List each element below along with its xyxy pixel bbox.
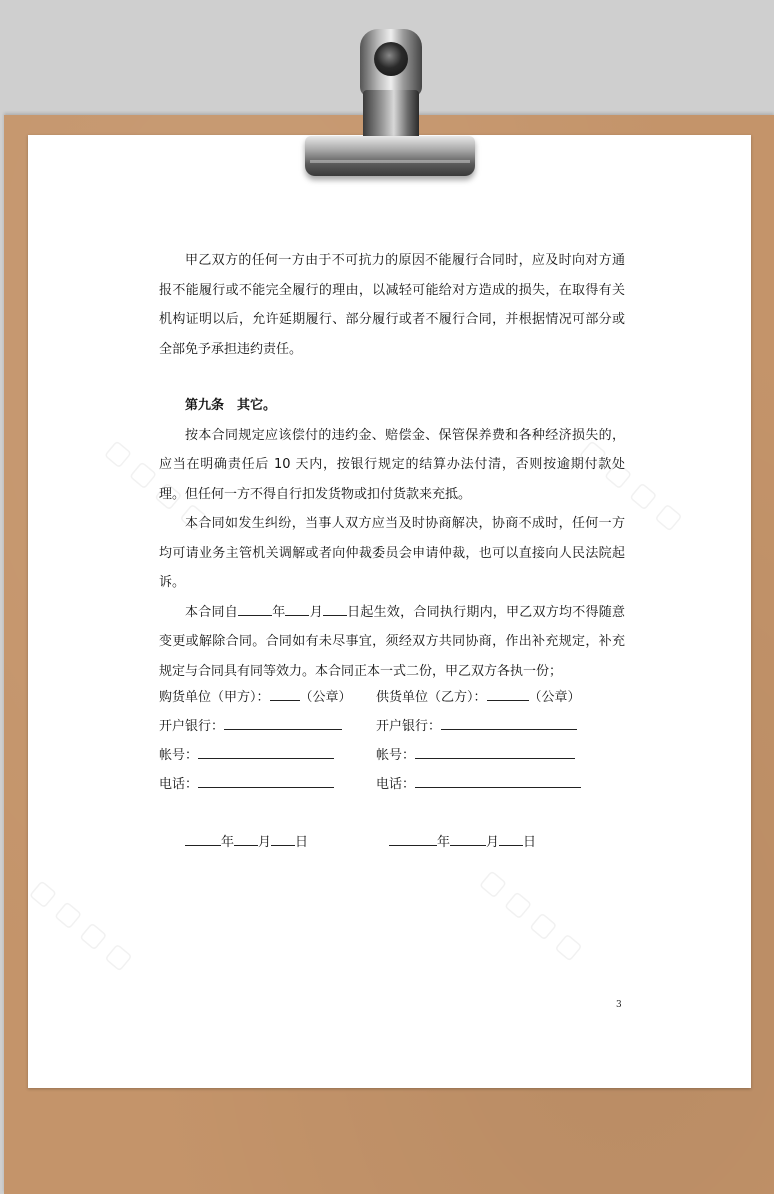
- buyer-unit-blank: [270, 686, 300, 701]
- seller-account-blank: [415, 744, 575, 759]
- seller-date-day-blank: [499, 831, 523, 846]
- buyer-account-row: 帐号：: [159, 744, 334, 763]
- buyer-date-year-blank: [185, 831, 221, 846]
- binder-clip-neck: [363, 90, 419, 140]
- binder-clip-ridge: [310, 160, 470, 163]
- buyer-date-row: 年 月 日: [185, 831, 308, 850]
- buyer-phone-row: 电话：: [159, 773, 334, 792]
- seller-date-year-blank: [389, 831, 437, 846]
- buyer-date-month-blank: [234, 831, 258, 846]
- seller-account-row: 帐号：: [376, 744, 575, 763]
- paragraph-force-majeure: 甲乙双方的任何一方由于不可抗力的原因不能履行合同时，应及时向对方通报不能履行或不能完全履行的理由，以减轻可能给对方造成的损失，在取得有关机构证明以后，允许延期履行、部分履行或者不履行合同，并根据情况可部分或全部免予承担违约责任。: [159, 253, 625, 357]
- seller-phone-row: 电话：: [376, 773, 581, 792]
- blank-day: [323, 601, 347, 616]
- seller-unit-row: 供货单位（乙方）： （公章）: [376, 686, 581, 705]
- seller-phone-blank: [415, 773, 581, 788]
- paragraph-dispute: 本合同如发生纠纷，当事人双方应当及时协商解决，协商不成时，任何一方均可请业务主管机关调解或者向仲裁委员会申请仲裁，也可以直接向人民法院起诉。: [159, 516, 625, 590]
- buyer-bank-blank: [224, 715, 342, 730]
- article-9: [159, 391, 625, 686]
- blank-year: [238, 601, 272, 616]
- seller-date-row: 年 月 日: [389, 831, 536, 850]
- seller-date-month-blank: [450, 831, 486, 846]
- paragraph-payment: 按本合同规定应该偿付的违约金、赔偿金、保管保养费和各种经济损失的，应当在明确责任后 10 天内，按银行规定的结算办法付清，否则按逾期付款处理。但任何一方不得自行扣发货物或扣付货款来充抵。: [159, 427, 625, 502]
- binder-clip-base: [305, 136, 475, 176]
- buyer-account-blank: [198, 744, 334, 759]
- blank-month: [285, 601, 309, 616]
- page-number: 3: [616, 1000, 622, 1010]
- seller-bank-blank: [441, 715, 577, 730]
- buyer-bank-row: 开户银行：: [159, 715, 342, 734]
- force-majeure-clause: [159, 246, 625, 364]
- seller-bank-row: 开户银行：: [376, 715, 577, 734]
- seller-unit-blank: [487, 686, 529, 701]
- buyer-date-day-blank: [271, 831, 295, 846]
- paragraph-effective: 本合同自 年 月 日起生效，合同执行期内，甲乙双方均不得随意变更或解除合同。合同如有未尽事宜，须经双方共同协商，作出补充规定，补充规定与合同具有同等效力。本合同正本一式二份，甲乙双方各执一份；: [159, 598, 625, 687]
- buyer-phone-blank: [198, 773, 334, 788]
- binder-clip-hole: [374, 42, 408, 76]
- article9-heading: 第九条 其它。: [185, 398, 277, 413]
- buyer-unit-row: 购货单位（甲方）： （公章）: [159, 686, 352, 705]
